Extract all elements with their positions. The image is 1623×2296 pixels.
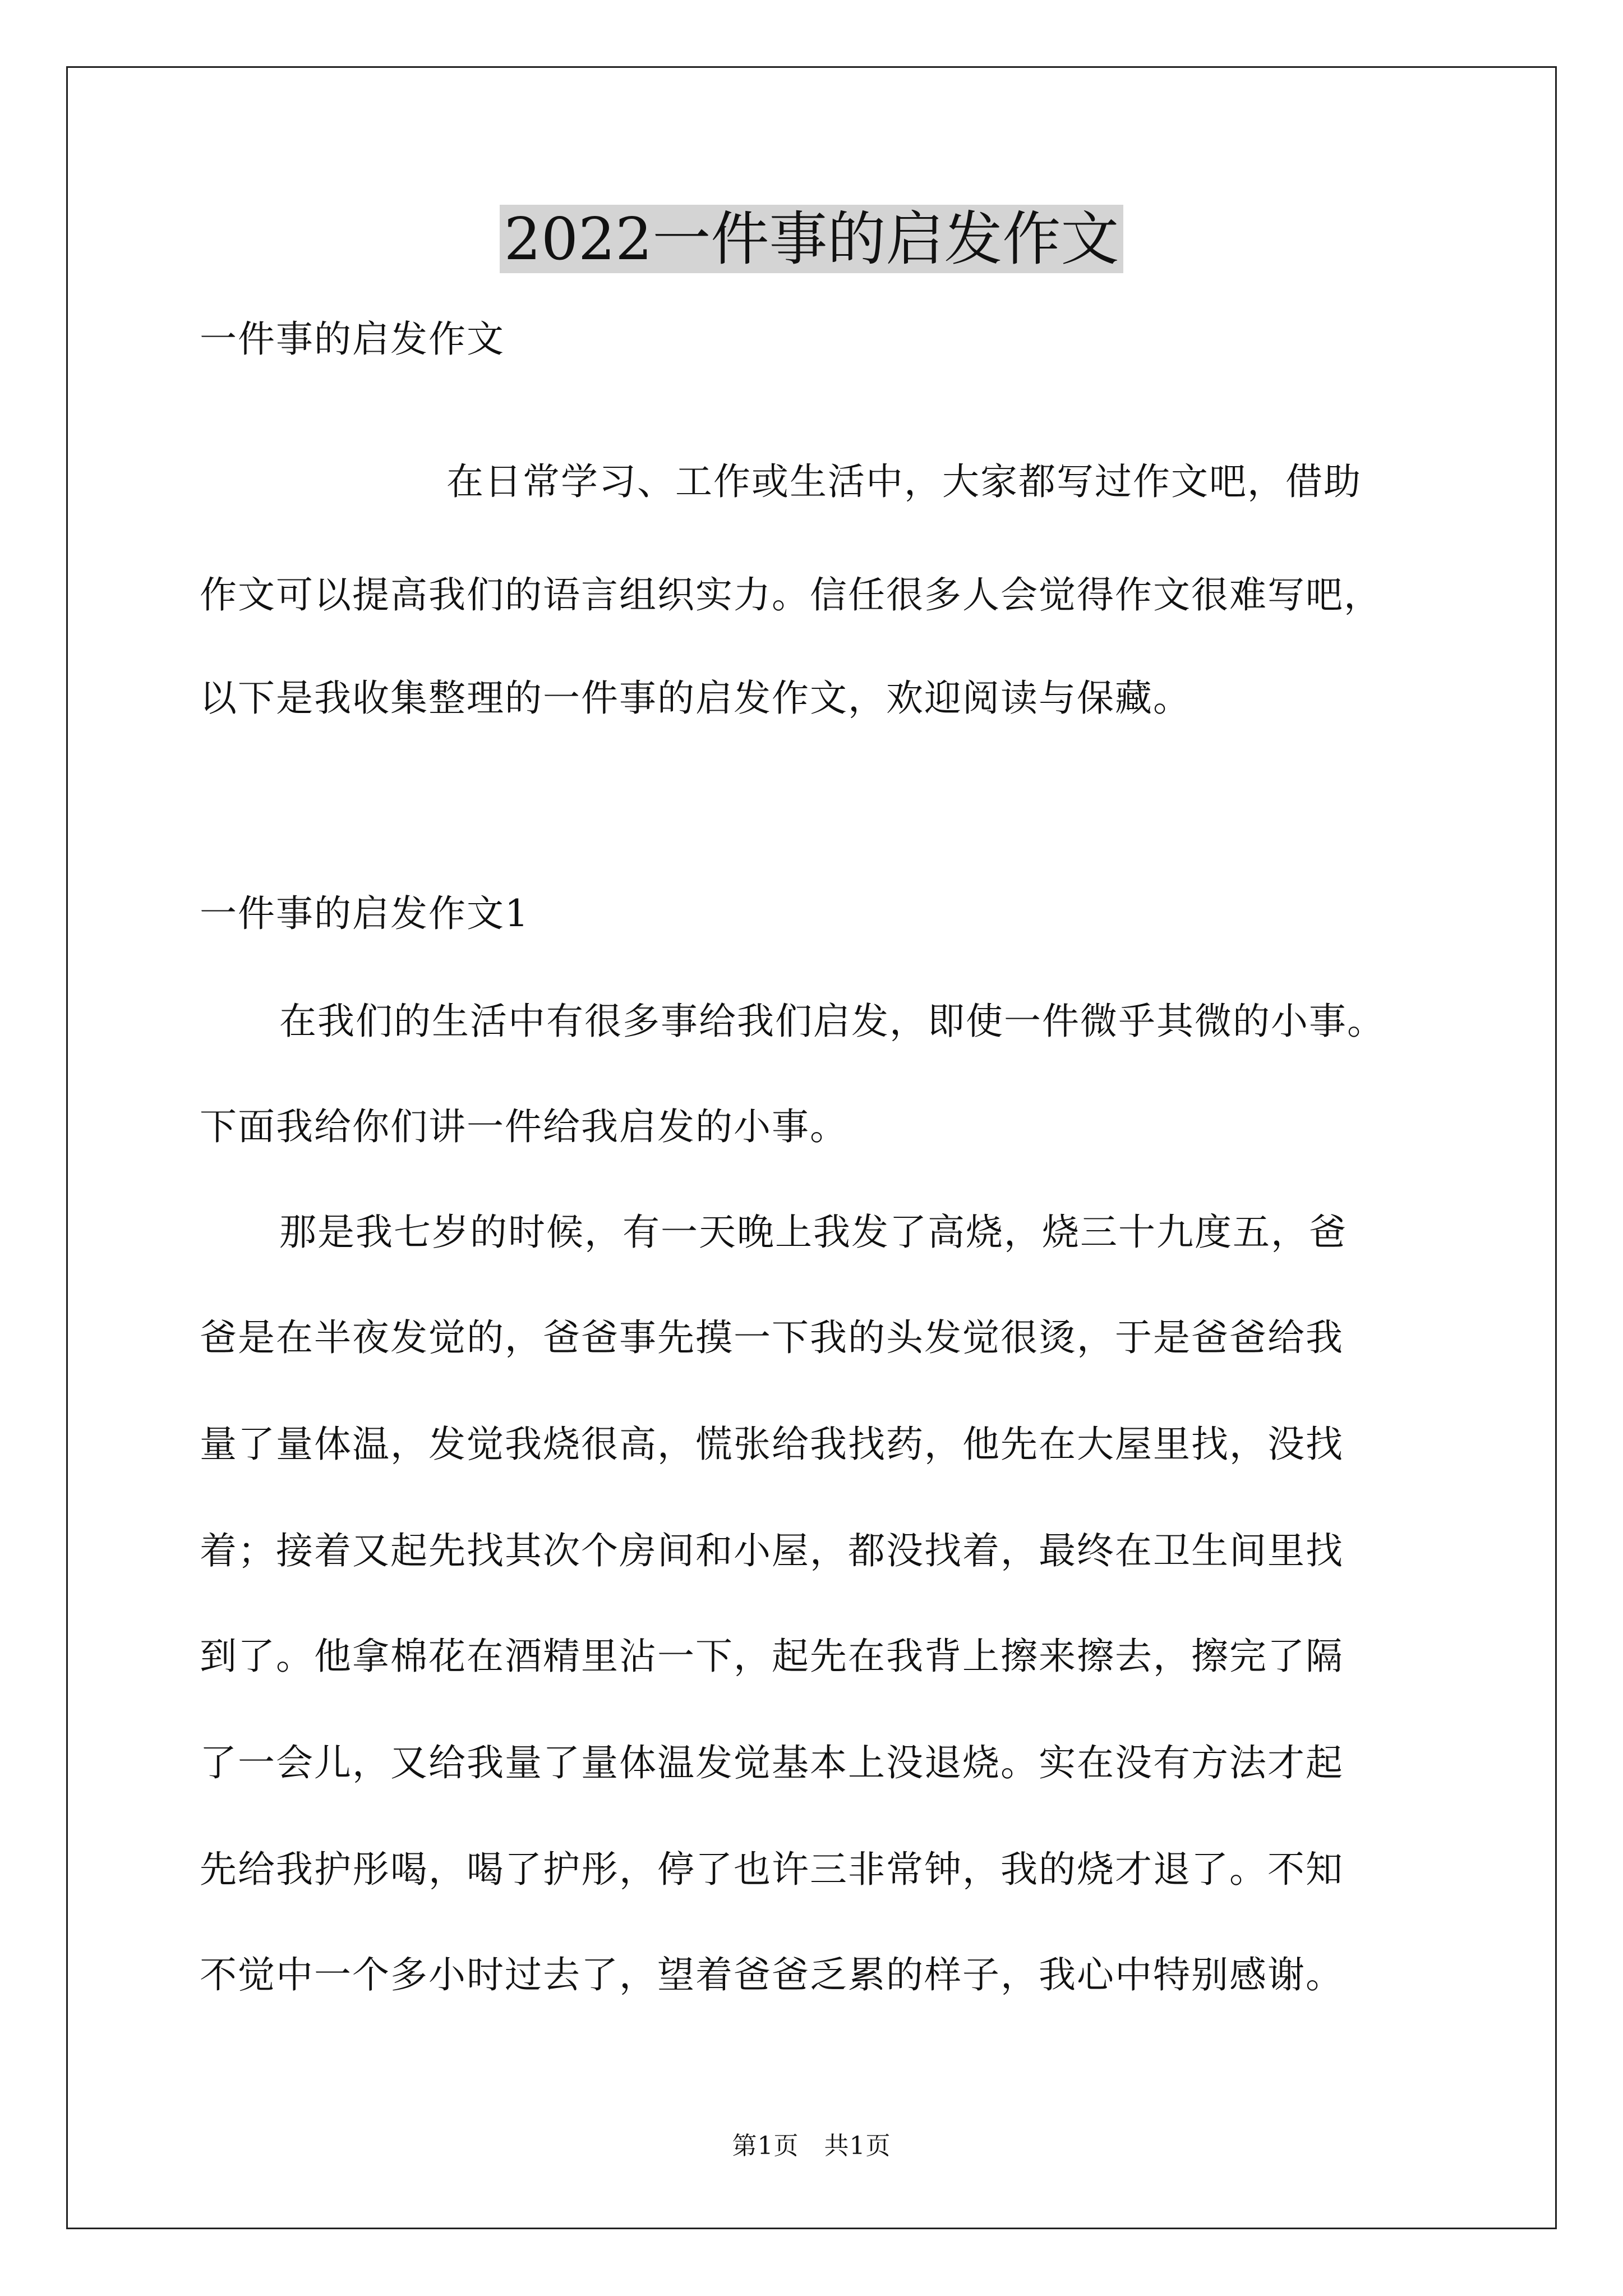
document-title (0, 200, 1623, 278)
paragraph2-line-8: 不觉中一个多小时过去了，望着爸爸乏累的样子，我心中特别感谢。 (200, 1953, 1344, 1996)
intro-line-3: 以下是我收集整理的一件事的启发作文，欢迎阅读与保藏。 (200, 677, 1191, 720)
section-heading: 一件事的启发作文1 (200, 892, 529, 935)
paragraph2-line-1: 那是我七岁的时候，有一天晚上我发了高烧，烧三十九度五，爸 (279, 1211, 1347, 1254)
paragraph2-line-2: 爸是在半夜发觉的，爸爸事先摸一下我的头发觉很烫，于是爸爸给我 (200, 1316, 1344, 1359)
intro-line-1: 在日常学习、工作或生活中，大家都写过作文吧，借助 (446, 460, 1362, 503)
paragraph2-line-7: 先给我护彤喝，喝了护彤，停了也许三非常钟，我的烧才退了。不知 (200, 1848, 1344, 1891)
paragraph2-line-6: 了一会儿，又给我量了量体温发觉基本上没退烧。实在没有方法才起 (200, 1741, 1344, 1784)
intro-line-2: 作文可以提高我们的语言组织实力。信任很多人会觉得作文很难写吧， (200, 573, 1382, 616)
paragraph2-line-4: 着；接着又起先找其次个房间和小屋，都没找着，最终在卫生间里找 (200, 1529, 1344, 1572)
page-footer: 第1页 共1页 (732, 2132, 891, 2160)
paragraph2-line-3: 量了量体温，发觉我烧很高，慌张给我找药，他先在大屋里找，没找 (200, 1423, 1344, 1466)
paragraph2-line-5: 到了。他拿棉花在酒精里沾一下，起先在我背上擦来擦去，擦完了隔 (200, 1635, 1344, 1678)
paragraph1-line-1: 在我们的生活中有很多事给我们启发，即使一件微乎其微的小事。 (279, 1000, 1385, 1043)
paragraph1-line-2: 下面我给你们讲一件给我启发的小事。 (200, 1105, 848, 1148)
document-subtitle: 一件事的启发作文 (200, 318, 505, 361)
document-title-text: 2022一件事的启发作文 (500, 205, 1124, 273)
